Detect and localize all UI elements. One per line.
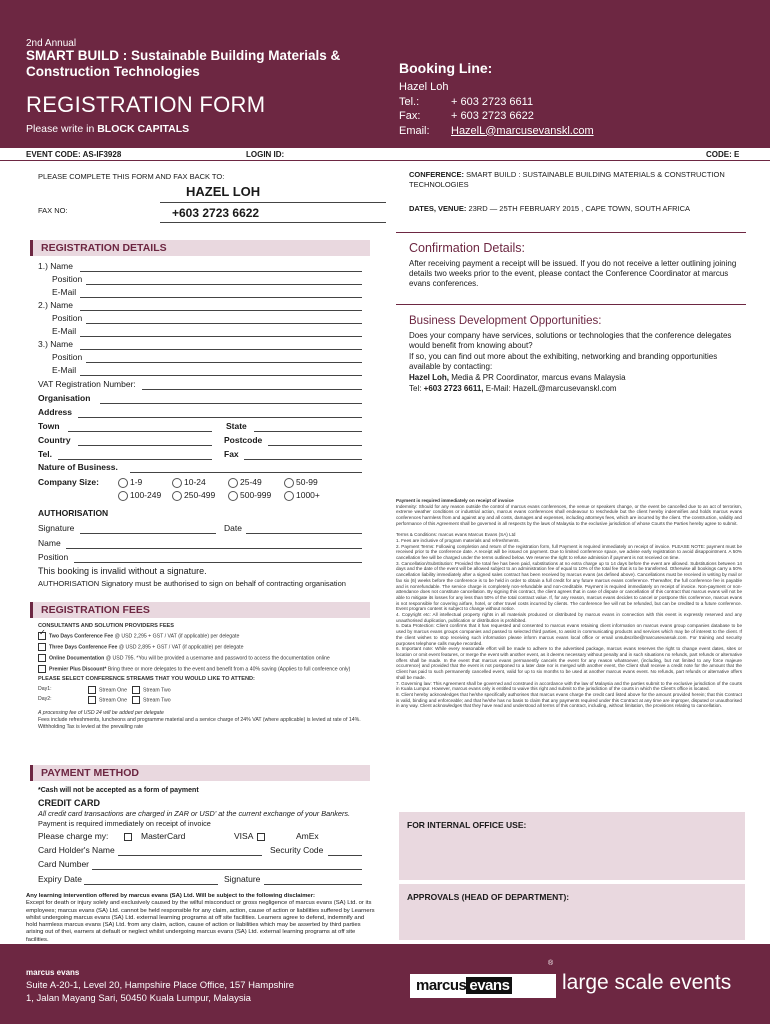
terms-title: Terms & Conditions: marcus evans Marcus Evans (SA) Ltd — [396, 532, 516, 538]
radio-icon — [228, 491, 238, 501]
size-option-2[interactable]: 10-24 — [172, 477, 206, 488]
disclaimer: Any learning intervention offered by marcus evans (SA) Ltd. Will be subject to the following disclaimer: Except for death or injury solely and exclusively caused by the wilful misconduct or gross negligence of marcus evans (SA) Ltd. or its employees; marcus evans (SA) Ltd. cannot be held responsible for any claim, action, cause of action or liabilities suffered by Learners whilst undergoing marcus evans (SA) Ltd. external learning programs at off site facilities. Learners agree to defend, indemnify and hold harmless marcus evans (SA) Ltd. from any claim, action, cause of action or liabilities which may be asserted by third parties arising out of thei, earners at default or neglect whilst undergoing marcus evans (SA) Ltd. external learning programs at off site facilities. — [26, 893, 375, 943]
day2-stream-two[interactable]: Stream Two — [132, 696, 171, 707]
delegate1-email-label: E-Mail — [52, 287, 77, 297]
fees-note-withholding: Withholding Tax is levied at the prevailing rate — [38, 724, 144, 730]
payment-immediate-note: Payment is required immediately on receipt of invoice — [38, 819, 211, 828]
business-question: Does your company have services, solutions or technologies that the conference delegates would benefit from knowing about? — [409, 331, 732, 351]
cash-notice: *Cash will not be accepted as a form of payment — [38, 787, 199, 794]
fax-no-label: FAX NO: — [38, 206, 68, 215]
nature-field[interactable] — [130, 472, 362, 473]
country-label: Country — [38, 435, 71, 445]
organisation-label: Organisation — [38, 393, 91, 403]
logo-tagline: large scale events — [562, 971, 732, 994]
size-option-5[interactable]: 100-249 — [118, 490, 161, 501]
login-id: LOGIN ID: — [246, 150, 285, 159]
expiry-label: Expiry Date — [38, 874, 82, 884]
fax-contact-name: HAZEL LOH — [186, 184, 261, 199]
signature-label: Signature — [38, 523, 75, 533]
internal-office-title: FOR INTERNAL OFFICE USE: — [407, 820, 527, 830]
auth-name-field[interactable] — [66, 548, 362, 549]
auth-note: AUTHORISATION Signatory must be authorised to sign on behalf of contracting organisation — [38, 579, 346, 588]
registered-mark: ® — [548, 960, 554, 967]
company-size-label: Company Size: — [38, 477, 99, 487]
booking-contact: Hazel Loh — [399, 81, 449, 93]
logo-mark: marcus evans — [410, 974, 556, 998]
checkbox-icon — [88, 696, 96, 704]
expiry-field[interactable] — [84, 884, 218, 885]
town-field[interactable] — [68, 431, 212, 432]
fax-field[interactable] — [244, 459, 362, 460]
registration-fees-header: REGISTRATION FEES — [30, 602, 370, 618]
day1-label: Day1: — [38, 686, 52, 692]
checkbox-checked-icon — [38, 632, 46, 640]
postcode-field[interactable] — [268, 445, 362, 446]
checkbox-icon — [88, 686, 96, 694]
delegate3-name-field[interactable] — [80, 349, 362, 350]
footer-address: Suite A-20-1, Level 20, Hampshire Place Office, 157 Hampshire 1, Jalan Mayang Sari, 50450 Kuala Lumpur, Malaysia — [26, 980, 295, 1004]
radio-icon — [118, 478, 128, 488]
delegate3-name-label: 3.) Name — [38, 339, 73, 349]
delegate2-email-field[interactable] — [80, 336, 362, 337]
radio-icon — [284, 491, 294, 501]
internal-office-box — [399, 812, 745, 880]
divider — [396, 304, 746, 305]
auth-name-label: Name — [38, 538, 61, 548]
state-field[interactable] — [254, 431, 362, 432]
postcode-label: Postcode — [224, 435, 263, 445]
radio-icon — [118, 491, 128, 501]
payment-signature-field[interactable] — [264, 884, 362, 885]
approvals-title: APPROVALS (HEAD OF DEPARTMENT): — [407, 892, 570, 902]
country-field[interactable] — [78, 445, 212, 446]
card-number-label: Card Number — [38, 859, 90, 869]
card-option-mastercard[interactable]: MasterCard — [124, 831, 185, 842]
size-option-6[interactable]: 250-499 — [172, 490, 215, 501]
security-code-field[interactable] — [328, 855, 362, 856]
invalid-notice: This booking is invalid without a signature. — [38, 566, 207, 576]
radio-icon — [172, 491, 182, 501]
divider — [160, 202, 386, 203]
checkbox-icon — [124, 833, 132, 841]
delegate2-name-label: 2.) Name — [38, 300, 73, 310]
fax-intro: PLEASE COMPLETE THIS FORM AND FAX BACK TO: — [38, 172, 225, 181]
fees-note-includes: Fees include refreshments, luncheons and programme material and a service charge of 24% VAT (where applicable) is levied at rate of 14%. — [38, 717, 361, 723]
fee-option-two-days[interactable]: ✓Two Days Conference Fee @ USD 2,295 + GST / VAT (if applicable) per delegate — [38, 632, 239, 643]
checkbox-icon — [132, 696, 140, 704]
radio-icon — [228, 478, 238, 488]
business-tel: Tel: +603 2723 6611, E-Mail: HazelL@marcusevanskl.com — [409, 384, 617, 393]
delegate1-name-field[interactable] — [80, 271, 362, 272]
business-contact: Hazel Loh, Media & PR Coordinator, marcus evans Malaysia — [409, 373, 626, 382]
delegate1-email-field[interactable] — [80, 297, 362, 298]
checkbox-icon — [38, 665, 46, 673]
fees-providers-title: CONSULTANTS AND SOLUTION PROVIDERS FEES — [38, 623, 175, 629]
terms-and-conditions — [396, 498, 742, 709]
delegate2-position-field[interactable] — [86, 323, 362, 324]
streams-title: PLEASE SELECT CONFERENCE STREAMS THAT YOU WOULD LIKE TO ATTEND: — [38, 676, 255, 682]
header-banner — [0, 0, 770, 148]
delegate3-position-field[interactable] — [86, 362, 362, 363]
auth-position-field[interactable] — [74, 562, 362, 563]
footer-brand: marcus evans — [26, 968, 80, 977]
dates-venue: DATES, VENUE: 23RD — 25TH FEBRUARY 2015 , CAPE TOWN, SOUTH AFRICA — [409, 204, 691, 213]
divider — [160, 222, 386, 223]
code-bar — [0, 148, 770, 161]
security-code-label: Security Code — [270, 845, 324, 855]
day2-stream-one[interactable]: Stream One — [88, 696, 127, 707]
email-link[interactable]: HazelL@marcusevanskl.com — [451, 124, 594, 137]
address-label: Address — [38, 407, 73, 417]
day1-stream-two[interactable]: Stream Two — [132, 686, 171, 697]
form-title: REGISTRATION FORM — [26, 92, 266, 117]
fax-number: +603 2723 6622 — [172, 206, 260, 220]
business-answer: If so, you can find out more about the exhibiting, networking and branding opportunities available by contacting: — [409, 352, 718, 372]
size-option-1[interactable]: 1-9 — [118, 477, 142, 488]
event-title: SMART BUILD : Sustainable Building Materials & Construction Technologies — [26, 48, 341, 79]
vat-field[interactable] — [142, 389, 362, 390]
business-title: Business Development Opportunities: — [409, 315, 602, 327]
booking-email: Email: HazelL@marcusevanskl.com — [399, 124, 594, 137]
date-label: Date — [224, 523, 242, 533]
fax-back-section — [26, 166, 366, 228]
delegate1-position-field[interactable] — [86, 284, 362, 285]
checkbox-icon — [38, 643, 46, 651]
checkbox-icon — [38, 654, 46, 662]
fax-label: Fax — [224, 449, 239, 459]
day1-stream-one[interactable]: Stream One — [88, 686, 127, 697]
date-field[interactable] — [246, 533, 362, 534]
marcus-evans-logo — [410, 960, 750, 1004]
confirmation-text: After receiving payment a receipt will be issued. If you do not receive a letter outlining joining details two weeks prior to the event, please contact the Conference Coordinator at marcus evans conferences. — [409, 259, 737, 289]
organisation-field[interactable] — [100, 403, 362, 404]
booking-line — [399, 60, 739, 138]
delegate2-name-field[interactable] — [80, 310, 362, 311]
card-holder-field[interactable] — [118, 855, 262, 856]
radio-icon — [172, 478, 182, 488]
fee-option-online-docs[interactable]: Online Documentation @ USD 795. *You will be provided a username and password to access the documentation online — [38, 654, 330, 665]
code-label: CODE: E — [706, 150, 740, 159]
nature-label: Nature of Business. — [38, 462, 118, 472]
conference-info: CONFERENCE: SMART BUILD : SUSTAINABLE BUILDING MATERIALS & CONSTRUCTION TECHNOLOGIES — [409, 170, 725, 189]
delegate3-email-label: E-Mail — [52, 365, 77, 375]
booking-fax: Fax: + 603 2723 6622 — [399, 110, 534, 122]
credit-card-title: CREDIT CARD — [38, 798, 100, 808]
size-option-7[interactable]: 500-999 — [228, 490, 271, 501]
town-label: Town — [38, 421, 60, 431]
checkbox-icon — [132, 686, 140, 694]
size-option-4[interactable]: 50-99 — [284, 477, 318, 488]
delegate1-name-label: 1.) Name — [38, 261, 73, 271]
vat-label: VAT Registration Number: — [38, 379, 136, 389]
fee-option-premier-plus[interactable]: Premier Plus Discount* Bring three or more delegates to the event and benefit from a 40% saving (Applies to full conference only) — [38, 665, 350, 676]
fee-option-three-days[interactable]: Three Days Conference Fee @ USD 2,895 + GST / VAT (if applicable) per delegate — [38, 643, 243, 654]
booking-title: Booking Line: — [399, 60, 493, 76]
tel-field[interactable] — [58, 459, 212, 460]
edition-label: 2nd Annual — [26, 38, 77, 49]
address-field[interactable] — [78, 417, 362, 418]
size-option-3[interactable]: 25-49 — [228, 477, 262, 488]
terms-indemnity: Indemnity: Should for any reason outside the control of marcus evans conferences, the venue or speakers change, or the event be cancelled due to an act of terrorism, extreme weather conditions or industrial action, marcus evans conferences shall endeavour to reschedule but the client hereby indemnifies and holds marcus evans conferences harmless from and against any and all costs, damages and expenses, including attorneys fees, which are incurred by the client. The construction, validity and performance of this Agreement shall be governed in all respects by the laws of Malaysia to the exclusive jurisdiction of whose Courts the Parties hereby agree to submit. — [396, 503, 742, 526]
approvals-box — [399, 884, 745, 940]
day2-label: Day2: — [38, 696, 52, 702]
card-option-amex[interactable]: AmEx — [296, 831, 319, 841]
confirmation-title: Confirmation Details: — [409, 241, 526, 255]
event-code: EVENT CODE: AS-IF3928 — [26, 150, 122, 159]
tel-label: Tel. — [38, 449, 53, 459]
payment-signature-label: Signature — [224, 874, 261, 884]
signature-field[interactable] — [80, 533, 216, 534]
card-option-visa[interactable]: VISA — [234, 831, 268, 842]
booking-tel: Tel.: + 603 2723 6611 — [399, 95, 534, 108]
delegate3-email-field[interactable] — [80, 375, 362, 376]
terms-clauses: 1. Fees are inclusive of program materials and refreshments. 2. Payment Terms: Following completion and return of the registration form, full Payment is required immediately on receipt of invoice. PLEASE NOTE: payment must be received prior to the conference date. A receipt will be issued on payment. Due to limited conference space, we advise early registration to avoid disappointment. A 50% cancellation fee will be charged under the terms outlined below. We reserve the right to refuse admission if payment is not received on time. 3. Cancellation/Substitution: Provided the total fee has been paid, substitutions at no extra charge up to 14 days before the event are allowed. Substitutions between 14 days and the date of the event will be allowed subject to an administration fee of equal to 10% of the total fee that is to be transferred. Otherwise all bookings carry a 50% cancellation liability immediately after a signed sales contract has been received by marcus evans (as defined above). Cancellations must be received in writing by mail or fax six (6) weeks before the conference is to be held in order to obtain a full credit for any future marcus evans conference. Thereafter, the full conference fee is payable and is nonrefundable. The service charge is completely non-refundable and non-creditable. Payment is required immediately on receipt of invoice. Non-payment or non-attendance does not constitute cancellation. By signing this contract, the client agrees that in case of dispute or cancellation of this contract that marcus evans will not be able to mitigate its losses for any less than 50% of the total contract value. If, for any reason, marcus evans decides to cancel or postpone this conference, marcus evans is not responsible for covering airfare, hotel, or other travel costs incurred by clients. The conference fee will not be refunded, but can be credited to a future conference. Event program content is subject to change without notice. 4. Copyright etc: All intellectual property rights in all materials produced or distributed by marcus evans in connection with this event is expressly reserved and any unauthorised duplication, publication or distribution is prohibited. 5. Data Protection: Client confirms that it has requested and consented to marcus evans retaining client information on marcus evans group companies database to be used by marcus evans groups companies and passed to selected third parties, to assist in communicating products and services which may be of interest to the client. If the client wishes to stop receiving such information please inform marcus evans local office or email unsubscribe@marcusevansuk.com. For training and security purposes telephone calls maybe recorded. 6. Important note: While every reasonable effort will be made to adhere to the advertised package, marcus evans reserves the right to change event dates, sites or location or omit event features, or merge the event with another event, as it deems necessary without penalty and in such situations no refunds, part refunds or alternative offers shall be made. In the event that marcus evans permanently cancels the event for any reason whatsoever, (including, but not limited to any force majeure occurrence) and provided that the event is not postponed to a later date nor is merged with another event, the Client shall receive a credit note for the amount that the Client has paid to such permanently cancelled event, valid for up to six months to be used at another marcus evans event. No refunds, part refunds or alternative offers shall be made. 7. Governing law: This Agreement shall be governed and construed in accordance with the law of Malaysia and the parties submit to the exclusive jurisdiction of the courts in Kuala Lumpur. However, marcus evans only is entitled to waive this right and submit to the jurisdiction of the courts in which the Client's office is located. 8. Client hereby acknowledges that he/she specifically authorises that marcus evans charge the credit card listed above for the amount provided herein; that this Contract is valid, binding and enforceable; and that he/she has no basis to claim that any payments required under this Contract at any time are improper, disputed or unauthorised in any way. Client acknowledges that they have read and understood all terms of this contract, including, without limitation, the provisions relating to cancellation. — [396, 537, 742, 709]
radio-icon — [284, 478, 294, 488]
size-option-8[interactable]: 1000+ — [284, 490, 320, 501]
delegate2-position-label: Position — [52, 313, 83, 323]
state-label: State — [226, 421, 247, 431]
delegate3-position-label: Position — [52, 352, 83, 362]
card-holder-label: Card Holder's Name — [38, 845, 115, 855]
fees-note-processing: A processing fee of USD 24 will be added per delegate — [38, 710, 164, 716]
divider — [396, 232, 746, 233]
footer — [0, 944, 770, 1024]
checkbox-icon — [257, 833, 265, 841]
terms-heading: Payment is required immediately on receipt of invoice — [396, 498, 514, 503]
auth-position-label: Position — [38, 552, 69, 562]
charge-label: Please charge my: — [38, 831, 109, 841]
authorisation-title: AUTHORISATION — [38, 508, 109, 518]
delegate1-position-label: Position — [52, 274, 83, 284]
payment-method-header: PAYMENT METHOD — [30, 765, 370, 781]
card-number-field[interactable] — [92, 869, 362, 870]
write-instruction: Please write in BLOCK CAPITALS — [26, 123, 190, 135]
card-currency-note: All credit card transactions are charged in ZAR or USD' at the current exchange of your Bankers. — [38, 809, 351, 818]
delegate2-email-label: E-Mail — [52, 326, 77, 336]
registration-details-header: REGISTRATION DETAILS — [30, 240, 370, 256]
